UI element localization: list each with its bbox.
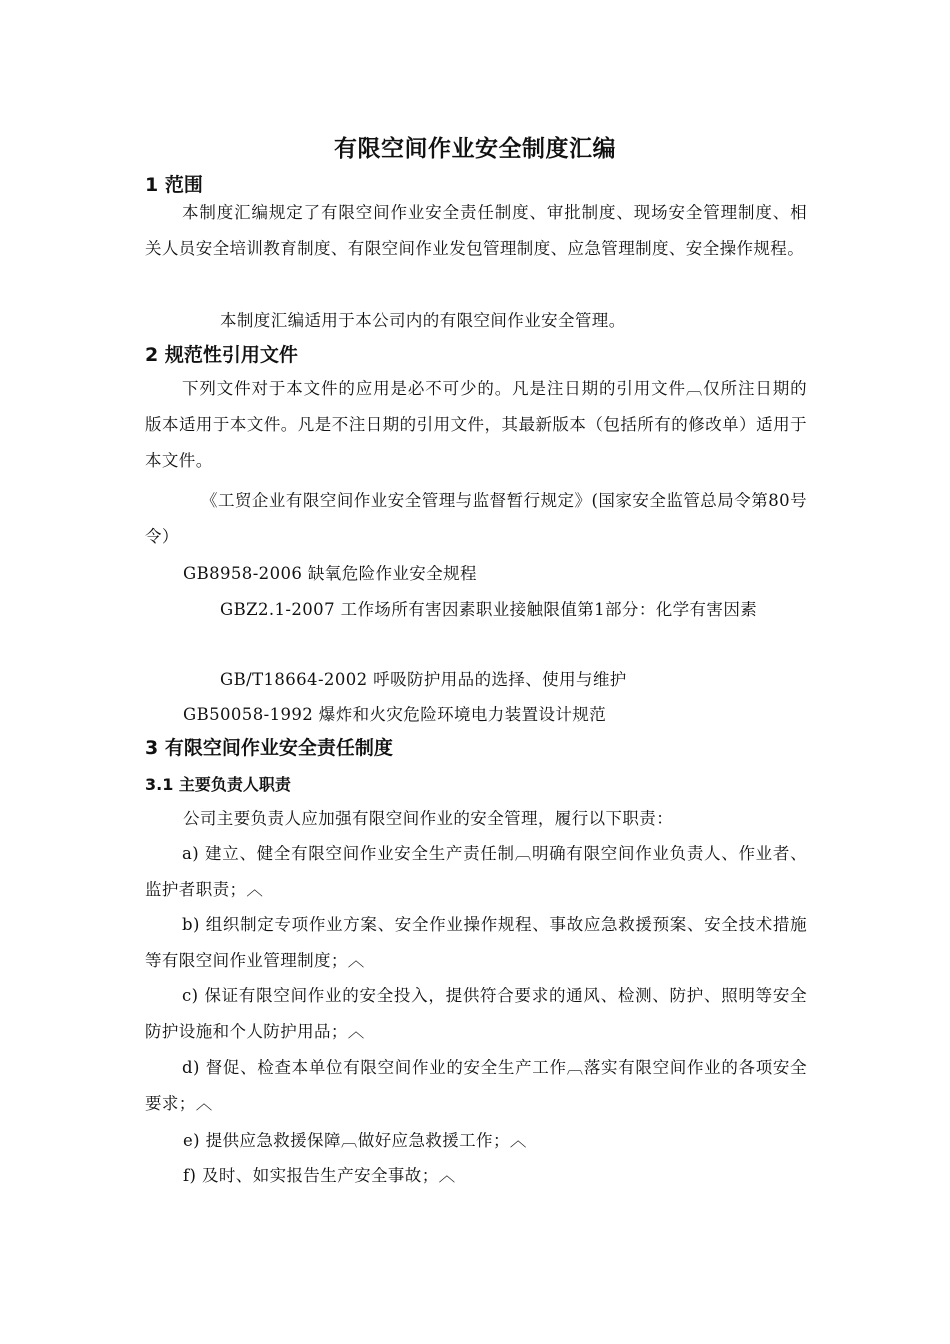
document-title: 有限空间作业安全制度汇编	[334, 136, 616, 162]
duty-item-f: f) 及时、如实报告生产安全事故；︿	[183, 1166, 456, 1185]
duty-item-d: d) 督促、检查本单位有限空间作业的安全生产工作︹落实有限空间作业的各项安全要求；︿	[145, 1058, 807, 1113]
section-2-heading: 2 规范性引用文件	[145, 344, 298, 366]
section-2-paragraph-1: 下列文件对于本文件的应用是必不可少的。凡是注日期的引用文件︹仅所注日期的版本适用于本文件。凡是不注日期的引用文件，其最新版本（包括所有的修改单）适用于本文件。	[145, 379, 807, 470]
duty-item-c: c) 保证有限空间作业的安全投入，提供符合要求的通风、检测、防护、照明等安全防护设施和个人防护用品；︿	[145, 986, 807, 1041]
section-1-paragraph-2: 本制度汇编适用于本公司内的有限空间作业安全管理。	[220, 311, 626, 330]
section-2-paragraph-2: 《工贸企业有限空间作业安全管理与监督暂行规定》(国家安全监管总局令第80号令）	[145, 491, 807, 546]
section-3-1-heading: 3.1 主要负责人职责	[145, 775, 291, 794]
section-3-1-intro: 公司主要负责人应加强有限空间作业的安全管理，履行以下职责：	[183, 809, 674, 828]
section-1-paragraph-1: 本制度汇编规定了有限空间作业安全责任制度、审批制度、现场安全管理制度、相关人员安全培训教育制度、有限空间作业发包管理制度、应急管理制度、安全操作规程。	[145, 203, 807, 258]
reference-gb8958: GB8958-2006 缺氧危险作业安全规程	[183, 564, 477, 583]
reference-gb50058: GB50058-1992 爆炸和火灾危险环境电力装置设计规范	[183, 705, 607, 724]
reference-gbt18664: GB/T18664-2002 呼吸防护用品的选择、使用与维护	[220, 670, 627, 689]
duty-item-a: a) 建立、健全有限空间作业安全生产责任制︹明确有限空间作业负责人、作业者、监护者职责；︿	[145, 844, 807, 899]
duty-item-b: b) 组织制定专项作业方案、安全作业操作规程、事故应急救援预案、安全技术措施等有限空间作业管理制度；︿	[145, 915, 807, 970]
section-1-heading: 1 范围	[145, 174, 203, 196]
section-3-heading: 3 有限空间作业安全责任制度	[145, 737, 393, 759]
reference-gbz2-1: GBZ2.1-2007 工作场所有害因素职业接触限值第1部分：化学有害因素	[220, 600, 758, 619]
duty-item-e: e) 提供应急救援保障︹做好应急救援工作；︿	[183, 1131, 527, 1150]
